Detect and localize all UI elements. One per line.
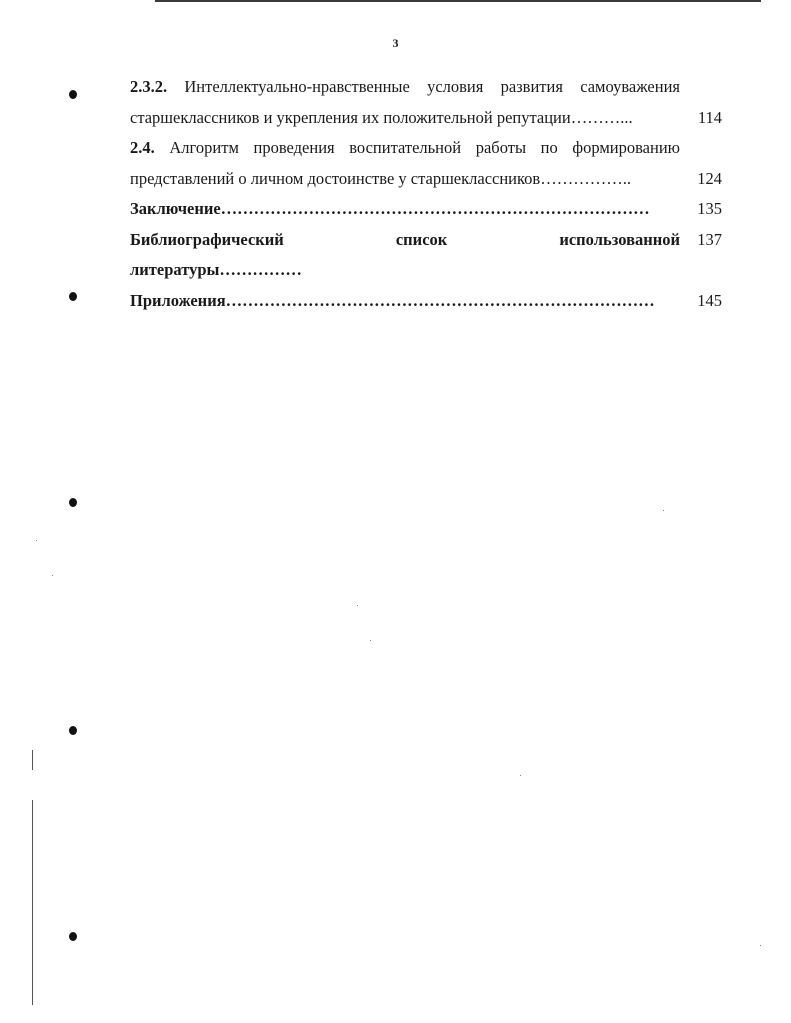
table-of-contents: [130, 72, 722, 316]
toc-entry-title: Интеллектуально-нравственные условия развития самоуважения: [184, 77, 681, 96]
toc-entry-title: Заключение……………………………………………………………………: [130, 199, 650, 218]
toc-entry-2-4[interactable]: [130, 133, 722, 194]
toc-entry-title-cont: старшеклассников и укрепления их положительной репутации………...: [130, 107, 633, 127]
toc-entry-line: [130, 194, 722, 225]
toc-entry-2-3-2[interactable]: [130, 72, 722, 133]
scan-margin-line: [32, 750, 33, 770]
scan-speck: [520, 775, 521, 776]
toc-page-number: 124: [697, 168, 722, 188]
toc-entry-title: Приложения……………………………………………………………………: [130, 290, 655, 310]
punch-hole-4: [69, 726, 77, 735]
toc-entry-line: [130, 255, 722, 286]
toc-entry-line: [130, 133, 722, 164]
page-number: 3: [392, 36, 399, 50]
punch-hole-5: [69, 932, 77, 941]
scan-margin-line: [32, 800, 33, 1005]
punch-hole-3: [69, 498, 77, 507]
toc-entry-title-cont: литературы……………: [130, 260, 302, 279]
punch-hole-1: [69, 90, 77, 99]
scan-speck: [52, 575, 53, 576]
toc-entry-line: [130, 225, 722, 256]
scan-speck: [357, 605, 358, 606]
toc-entry-conclusion[interactable]: [130, 194, 722, 225]
scan-speck: [760, 945, 761, 946]
scan-speck: [370, 640, 371, 641]
toc-entry-appendices[interactable]: [130, 286, 722, 317]
toc-page-number: 137: [697, 229, 722, 249]
toc-entry-line: [130, 72, 722, 103]
toc-entry-title: Алгоритм проведения воспитательной работы по формированию: [169, 138, 680, 157]
toc-entry-bibliography[interactable]: [130, 225, 722, 286]
toc-entry-line: [130, 164, 722, 195]
scan-speck: [36, 540, 37, 541]
toc-entry-line: [130, 286, 722, 317]
toc-entry-number: 2.4.: [130, 138, 155, 157]
top-scan-rule: [155, 0, 761, 2]
toc-page-number: 135: [697, 199, 722, 218]
toc-entry-number: 2.3.2.: [130, 77, 168, 96]
toc-page-number: 114: [697, 107, 722, 127]
toc-entry-title-cont: представлений о личном достоинстве у старшеклассников……………..: [130, 168, 631, 188]
scan-speck: [663, 510, 664, 511]
toc-entry-line: [130, 103, 722, 134]
toc-page-number: 145: [697, 290, 722, 310]
toc-entry-title: Библиографический список использованной: [130, 229, 680, 249]
punch-hole-2: [69, 292, 77, 301]
